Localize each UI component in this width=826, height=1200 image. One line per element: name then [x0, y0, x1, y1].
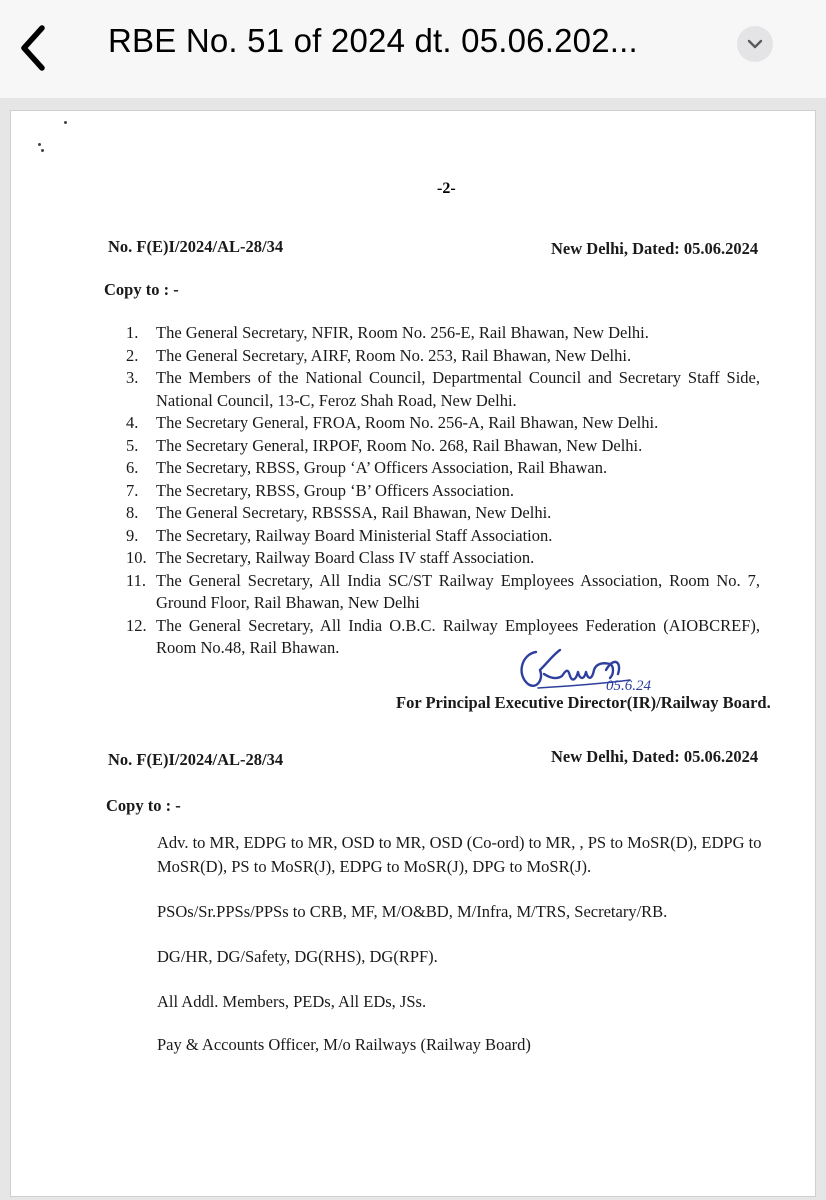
list-item: 12. The General Secretary, All India O.B.C. Railway Employees Federation (AIOBCREF), Room No.48, Rail Bhawan.: [126, 615, 760, 657]
list-item: 1. The General Secretary, NFIR, Room No. 256-E, Rail Bhawan, New Delhi.: [126, 323, 649, 342]
date-line: New Delhi, Dated: 05.06.2024: [551, 747, 759, 766]
handwritten-signature: [510, 640, 710, 700]
list-item: 4. The Secretary General, FROA, Room No. 256-A, Rail Bhawan, New Delhi.: [126, 413, 659, 432]
copy-paragraph: All Addl. Members, PEDs, All EDs, JSs.: [157, 992, 427, 1011]
document-title: RBE No. 51 of 2024 dt. 05.06.202...: [108, 22, 638, 59]
scan-speck: [41, 149, 44, 152]
chevron-down-icon: [746, 37, 764, 51]
copy-paragraph: Adv. to MR, EDPG to MR, OSD to MR, OSD (Co-ord) to MR, , PS to MoSR(D), EDPG to MoSR(D), PS to MoSR(J), EDPG to MoSR(J), DPG to MoSR(J).: [157, 833, 762, 876]
copy-to-heading: Copy to : -: [104, 280, 179, 299]
copy-paragraph: Pay & Accounts Officer, M/o Railways (Railway Board): [157, 1035, 531, 1054]
list-item: 10. The Secretary, Railway Board Class IV staff Association.: [126, 548, 535, 567]
list-item: 8. The General Secretary, RBSSSA, Rail Bhawan, New Delhi.: [126, 503, 552, 522]
date-line: New Delhi, Dated: 05.06.2024: [551, 239, 759, 258]
list-item: 11. The General Secretary, All India SC/ST Railway Employees Association, Room No. 7, Ground Floor, Rail Bhawan, New Delhi: [126, 570, 760, 612]
signatory-line: For Principal Executive Director(IR)/Railway Board.: [396, 693, 771, 712]
scan-speck: [64, 121, 67, 124]
list-item: 2. The General Secretary, AIRF, Room No. 253, Rail Bhawan, New Delhi.: [126, 345, 632, 365]
page-number: -2-: [437, 180, 456, 197]
recipient-list: [120, 322, 760, 660]
signature-date: 05.6.24: [606, 678, 651, 694]
list-item: 5. The Secretary General, IRPOF, Room No. 268, Rail Bhawan, New Delhi.: [126, 435, 643, 455]
scan-speck: [38, 143, 41, 146]
top-navigation-bar: [0, 0, 826, 99]
list-item: 6. The Secretary, RBSS, Group ‘A’ Officers Association, Rail Bhawan.: [126, 458, 608, 477]
copy-paragraph: PSOs/Sr.PPSs/PPSs to CRB, MF, M/O&BD, M/Infra, M/TRS, Secretary/RB.: [157, 902, 668, 921]
list-item: 7. The Secretary, RBSS, Group ‘B’ Officers Association.: [126, 480, 515, 500]
copy-paragraph: DG/HR, DG/Safety, DG(RHS), DG(RPF).: [157, 947, 438, 966]
copy-to-heading: Copy to : -: [106, 796, 181, 815]
chevron-left-icon: [10, 20, 60, 76]
back-button[interactable]: [10, 20, 60, 76]
title-menu-button[interactable]: [737, 26, 773, 62]
reference-number: No. F(E)I/2024/AL-28/34: [108, 237, 284, 256]
list-item: 3. The Members of the National Council, Departmental Council and Secretary Staff Side, National Council, 13-C, Feroz Shah Road, New Delhi.: [126, 368, 760, 410]
list-item: 9. The Secretary, Railway Board Ministerial Staff Association.: [126, 525, 553, 545]
reference-number: No. F(E)I/2024/AL-28/34: [108, 750, 284, 769]
